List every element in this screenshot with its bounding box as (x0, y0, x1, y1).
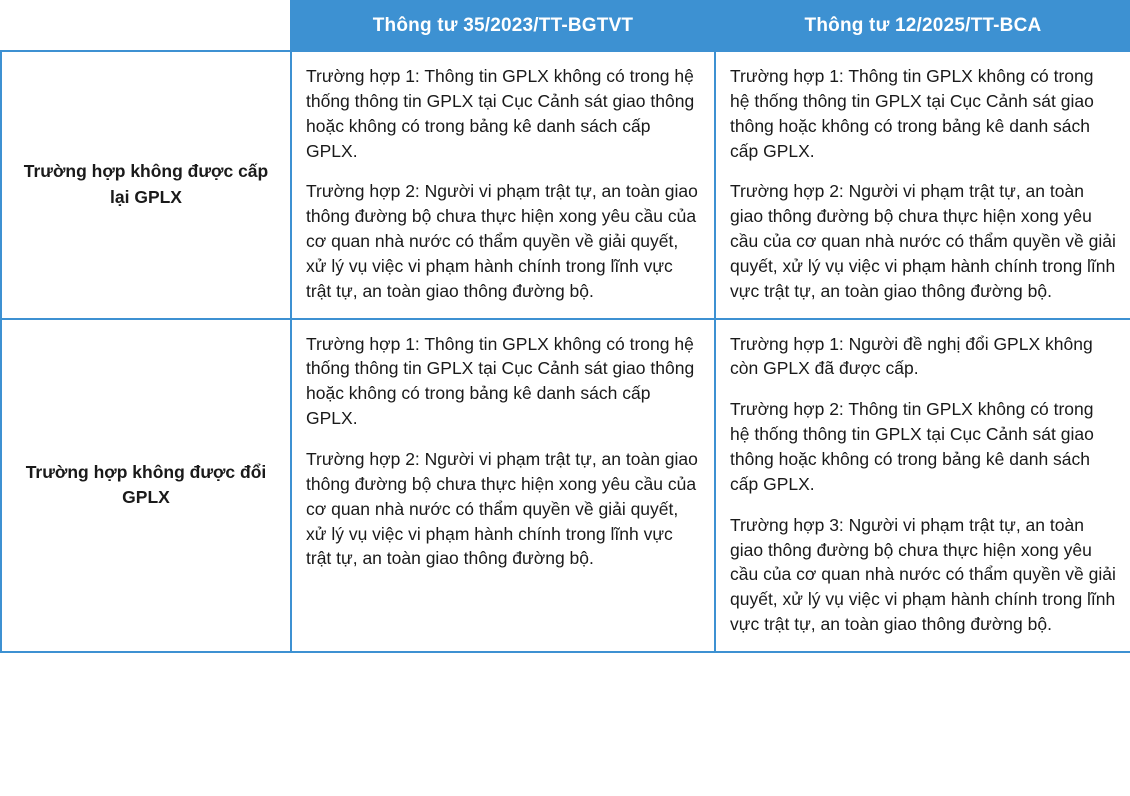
cell-row1-tt12 (715, 319, 1130, 652)
case-paragraph: Trường hợp 2: Người vi phạm trật tự, an toàn giao thông đường bộ chưa thực hiện xong yêu cầu của cơ quan nhà nước có thẩm quyền về giải quyết, xử lý vụ việc vi phạm hành chính trong lĩnh vực trật tự, an toàn giao thông đường bộ. (730, 181, 1116, 301)
cell-row0-tt12 (715, 51, 1130, 319)
table-row (1, 51, 1130, 319)
case-paragraph: Trường hợp 2: Người vi phạm trật tự, an toàn giao thông đường bộ chưa thực hiện xong yêu cầu của cơ quan nhà nước có thẩm quyền về giải quyết, xử lý vụ việc vi phạm hành chính trong lĩnh vực trật tự, an toàn giao thông đường bộ. (306, 448, 698, 569)
case-paragraph: Trường hợp 1: Thông tin GPLX không có trong hệ thống thông tin GPLX tại Cục Cảnh sát giao thông hoặc không có trong bảng kê danh sách cấp GPLX. (306, 333, 695, 429)
case-paragraph: Trường hợp 1: Thông tin GPLX không có trong hệ thống thông tin GPLX tại Cục Cảnh sát giao thông hoặc không có trong bảng kê danh sách cấp GPLX. (730, 66, 1094, 161)
table-header-row (1, 1, 1130, 51)
row-label-cap-lai-gplx: Trường hợp không được cấp lại GPLX (1, 51, 291, 319)
case-paragraph: Trường hợp 2: Thông tin GPLX không có trong hệ thống thông tin GPLX tại Cục Cảnh sát giao thông hoặc không có trong bảng kê danh sách cấp GPLX. (730, 399, 1094, 494)
table-corner-cell (1, 1, 291, 51)
cell-row1-tt35 (291, 319, 715, 652)
table-row (1, 319, 1130, 652)
column-header-tt12: Thông tư 12/2025/TT-BCA (715, 1, 1130, 51)
table-body (1, 51, 1130, 652)
case-paragraph: Trường hợp 3: Người vi phạm trật tự, an toàn giao thông đường bộ chưa thực hiện xong yêu cầu của cơ quan nhà nước có thẩm quyền về giải quyết, xử lý vụ việc vi phạm hành chính trong lĩnh vực trật tự, an toàn giao thông đường bộ. (730, 514, 1116, 635)
cell-row0-tt35 (291, 51, 715, 319)
case-paragraph: Trường hợp 1: Người đề nghị đổi GPLX không còn GPLX đã được cấp. (730, 333, 1093, 379)
table-header (1, 1, 1130, 51)
column-header-tt35: Thông tư 35/2023/TT-BGTVT (291, 1, 715, 51)
case-paragraph: Trường hợp 2: Người vi phạm trật tự, an toàn giao thông đường bộ chưa thực hiện xong yêu cầu của cơ quan nhà nước có thẩm quyền về giải quyết, xử lý vụ việc vi phạm hành chính trong lĩnh vực trật tự, an toàn giao thông đường bộ. (306, 181, 698, 301)
row-label-doi-gplx: Trường hợp không được đổi GPLX (1, 319, 291, 652)
case-paragraph: Trường hợp 1: Thông tin GPLX không có trong hệ thống thông tin GPLX tại Cục Cảnh sát giao thông hoặc không có trong bảng kê danh sách cấp GPLX. (306, 66, 695, 161)
